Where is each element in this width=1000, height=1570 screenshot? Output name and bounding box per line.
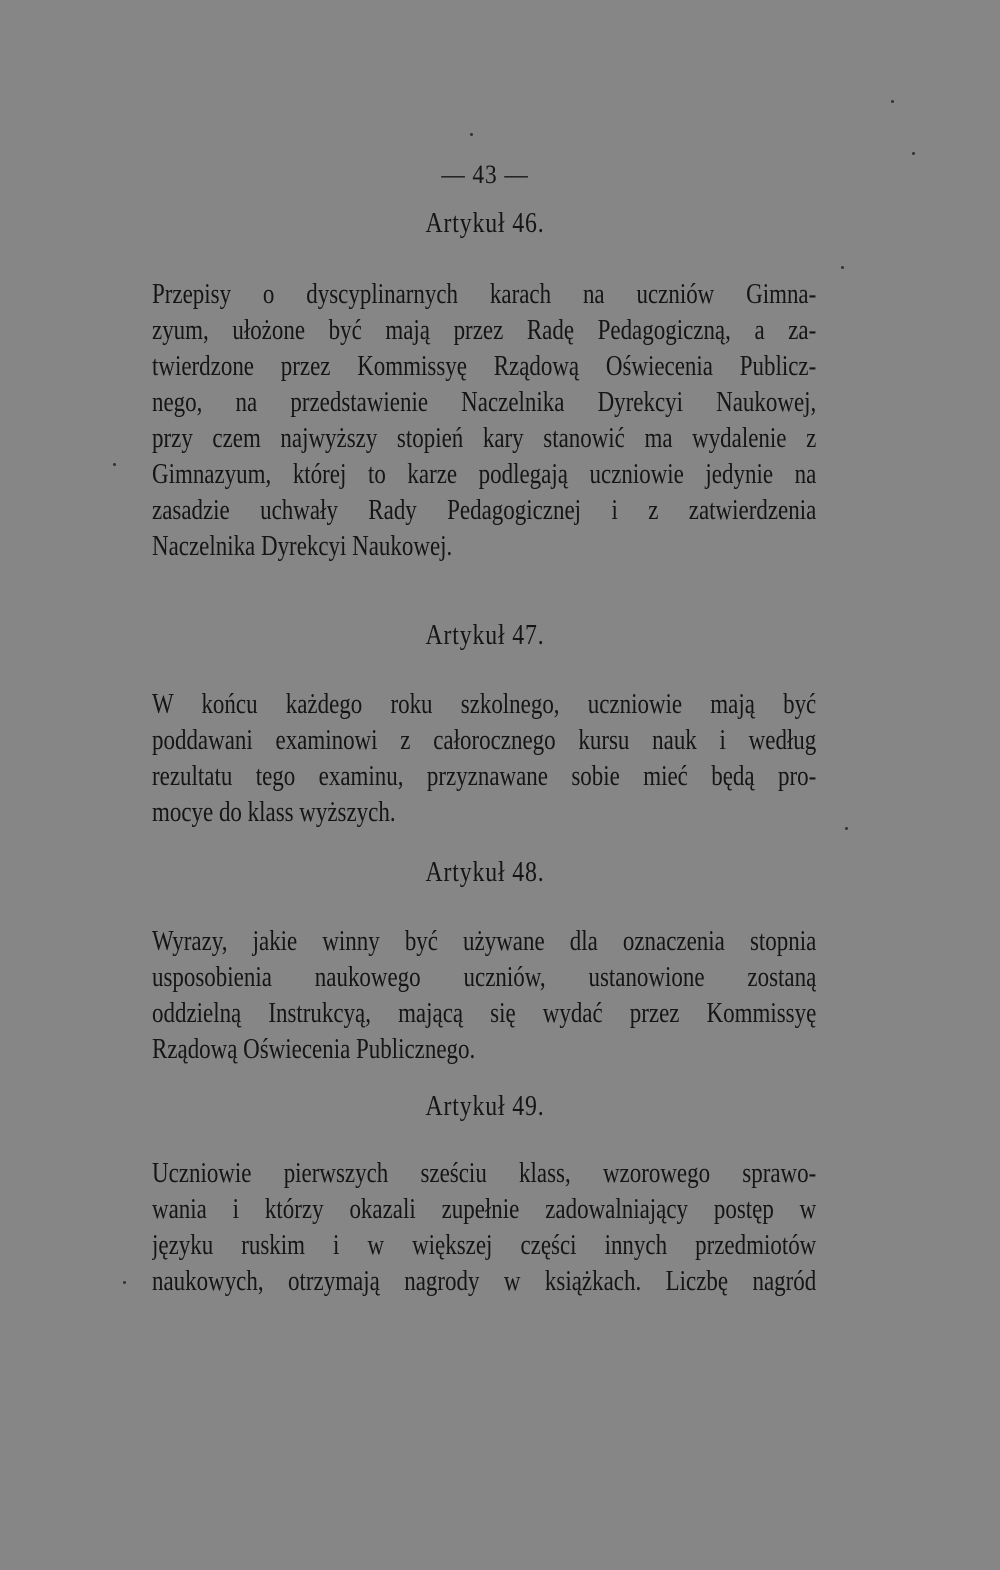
text-line: Naczelnika Dyrekcyi Naukowej.	[152, 531, 453, 562]
text-line: usposobienia naukowego uczniów, ustanowione zostaną	[152, 962, 816, 993]
text-line: mocye do klass wyższych.	[152, 797, 396, 828]
text-line: Wyrazy, jakie winny być używane dla oznaczenia stopnia	[152, 926, 816, 957]
scan-speck	[113, 463, 116, 466]
text-line: zyum, ułożone być mają przez Radę Pedagogiczną, a za-	[152, 315, 816, 346]
text-line: Uczniowie pierwszych sześciu klass, wzorowego sprawo-	[152, 1158, 816, 1189]
text-line: nego, na przedstawienie Naczelnika Dyrekcyi Naukowej,	[152, 387, 816, 418]
text-line: języku ruskim i w większej części innych przedmiotów	[152, 1230, 816, 1261]
article-49-heading: Artykuł 49.	[425, 1091, 545, 1122]
text-line: rezultatu tego examinu, przyznawane sobie mieć będą pro-	[152, 761, 816, 792]
text-line: przy czem najwyższy stopień kary stanowić ma wydalenie z	[152, 423, 816, 454]
article-46-heading: Artykuł 46.	[425, 208, 545, 239]
text-line: poddawani examinowi z całorocznego kursu nauk i według	[152, 725, 816, 756]
scan-speck	[123, 1281, 126, 1284]
text-line: twierdzone przez Kommissyę Rządową Oświecenia Publicz-	[152, 351, 816, 382]
article-48-heading: Artykuł 48.	[425, 857, 545, 888]
article-47-heading: Artykuł 47.	[425, 620, 545, 651]
text-line: Gimnazyum, której to karze podlegają uczniowie jedynie na	[152, 459, 816, 490]
text-line: W końcu każdego roku szkolnego, uczniowie mają być	[152, 689, 816, 720]
scan-speck	[470, 133, 473, 136]
scan-speck	[845, 827, 848, 830]
text-line: zasadzie uchwały Rady Pedagogicznej i z zatwierdzenia	[152, 495, 816, 526]
article-47-text	[152, 687, 816, 831]
text-line: Rządową Oświecenia Publicznego.	[152, 1034, 476, 1065]
text-line: naukowych, otrzymają nagrody w książkach. Liczbę nagród	[152, 1266, 816, 1297]
scan-speck	[841, 266, 844, 269]
text-line: Przepisy o dyscyplinarnych karach na uczniów Gimna-	[152, 279, 816, 310]
page-number: — 43 —	[441, 160, 529, 189]
scan-speck	[891, 100, 894, 103]
article-49-text	[152, 1156, 816, 1300]
text-line: wania i którzy okazali zupełnie zadowalniający postęp w	[152, 1194, 816, 1225]
article-46-text	[152, 277, 816, 565]
text-line: oddzielną Instrukcyą, mającą się wydać przez Kommissyę	[152, 998, 816, 1029]
article-48-text	[152, 924, 816, 1068]
scan-speck	[912, 152, 915, 155]
